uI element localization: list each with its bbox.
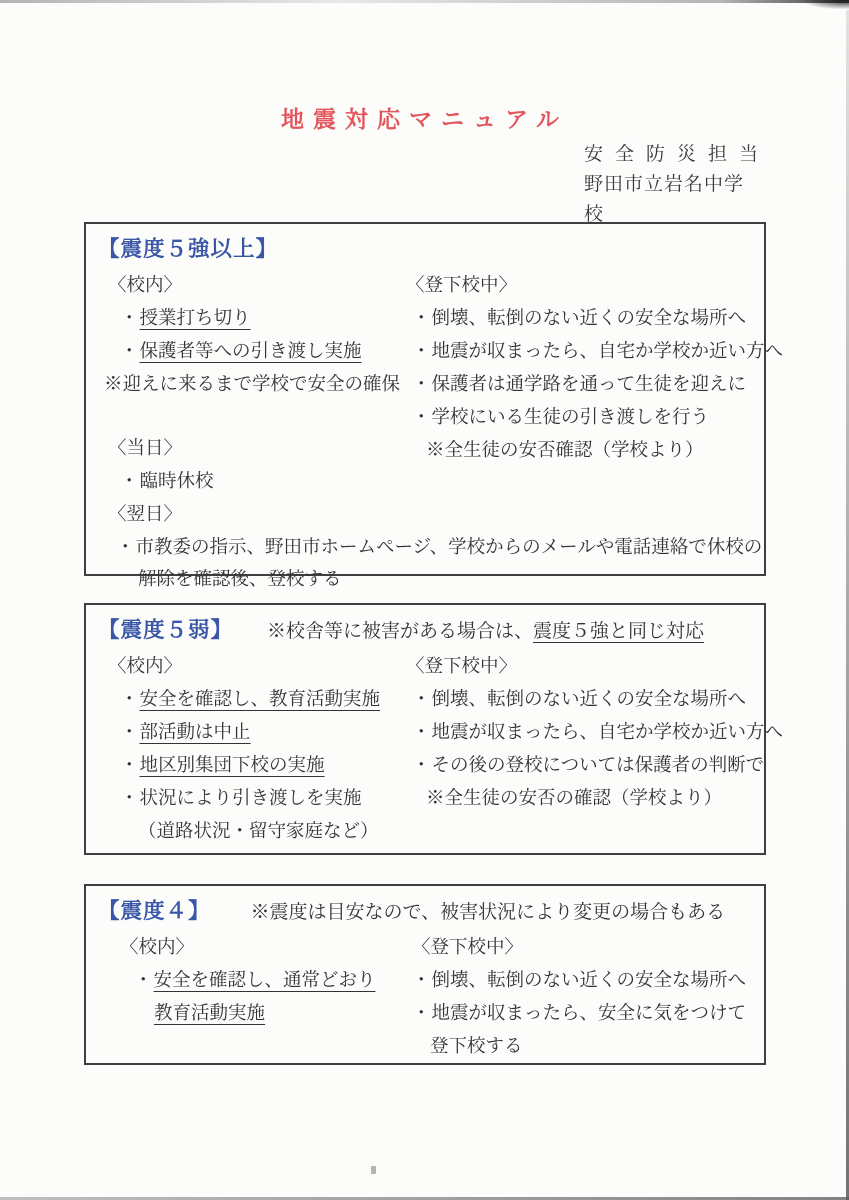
list-item: ・学校にいる生徒の引き渡しを行う bbox=[412, 408, 710, 428]
column-school bbox=[98, 932, 406, 1031]
column-commute bbox=[406, 651, 783, 816]
list-item: ・授業打ち切り bbox=[120, 309, 251, 329]
bullet-glyph: ・ bbox=[412, 690, 431, 710]
column-school bbox=[98, 651, 406, 849]
byline-block bbox=[584, 140, 758, 230]
full-width-item bbox=[98, 532, 763, 596]
list-item-continuation: 教育活動実施 bbox=[154, 1004, 266, 1024]
byline-department: 安全防災担当 bbox=[584, 144, 758, 165]
section-heading: 【震度４】 bbox=[98, 899, 211, 923]
section-shindo5-plus bbox=[84, 222, 784, 590]
bullet-glyph: ・ bbox=[120, 690, 139, 710]
document-title: 地震対応マニュアル bbox=[280, 107, 569, 132]
list-item-continuation: 解除を確認後、登校する bbox=[138, 570, 342, 590]
column-commute bbox=[406, 932, 750, 1064]
list-item: ・倒壊、転倒のない近くの安全な場所へ bbox=[412, 971, 747, 991]
bullet-glyph: ・ bbox=[120, 342, 139, 362]
bullet-glyph: ・ bbox=[412, 756, 431, 776]
bullet-glyph: ・ bbox=[120, 472, 139, 492]
bullet-glyph: ・ bbox=[120, 789, 139, 809]
list-item: ・安全を確認し、教育活動実施 bbox=[120, 690, 381, 710]
bullet-glyph: ・ bbox=[412, 723, 431, 743]
list-item: ・市教委の指示、野田市ホームページ、学校からのメールや電話連絡で休校の bbox=[116, 538, 763, 558]
section-note-underlined: 震度５強と同じ対応 bbox=[533, 621, 705, 642]
list-item: ・保護者は通学路を通って生徒を迎えに bbox=[412, 375, 747, 395]
list-item: ・部活動は中止 bbox=[120, 723, 251, 743]
byline-school: 野田市立岩名中学校 bbox=[584, 174, 745, 225]
bullet-glyph: ・ bbox=[412, 342, 431, 362]
list-item: ・倒壊、転倒のない近くの安全な場所へ bbox=[412, 690, 747, 710]
column-label: 〈登下校中〉 bbox=[406, 657, 518, 677]
list-item: ・地震が収まったら、自宅か学校か近い方へ bbox=[412, 723, 784, 743]
bullet-glyph: ・ bbox=[120, 309, 139, 329]
column-school bbox=[98, 270, 406, 532]
scan-edge-top bbox=[0, 0, 849, 3]
bullet-glyph: ・ bbox=[116, 538, 135, 558]
list-item: ・臨時休校 bbox=[120, 472, 214, 492]
column-label: 〈校内〉 bbox=[120, 938, 195, 958]
bullet-glyph: ・ bbox=[120, 723, 139, 743]
blank-line bbox=[98, 402, 406, 433]
bullet-glyph: ・ bbox=[412, 375, 431, 395]
column-label: 〈当日〉 bbox=[108, 439, 183, 459]
list-item: ・地震が収まったら、自宅か学校か近い方へ bbox=[412, 342, 784, 362]
bullet-glyph: ・ bbox=[120, 756, 139, 776]
section-heading: 【震度５弱】 bbox=[98, 618, 234, 642]
section-heading: 【震度５強以上】 bbox=[98, 237, 279, 261]
bullet-glyph: ・ bbox=[412, 1004, 431, 1024]
list-item-continuation: 登下校する bbox=[430, 1037, 523, 1057]
list-item: ・その後の登校については保護者の判断で bbox=[412, 756, 765, 776]
column-label: 〈翌日〉 bbox=[108, 505, 183, 525]
bullet-glyph: ・ bbox=[134, 971, 153, 991]
section-note: ※震度は目安なので、被害状況により変更の場合もある bbox=[250, 902, 726, 923]
section-shindo4 bbox=[84, 884, 766, 1065]
list-item: ・倒壊、転倒のない近くの安全な場所へ bbox=[412, 309, 747, 329]
list-item: ・状況により引き渡しを実施 bbox=[120, 789, 362, 809]
note-line: ※迎えに来るまで学校で安全の確保 bbox=[104, 375, 401, 395]
note-line: ※全生徒の安否確認（学校より） bbox=[426, 441, 704, 461]
section-shindo5-minus bbox=[84, 603, 784, 855]
note-line: ※全生徒の安否の確認（学校より） bbox=[426, 789, 723, 809]
bullet-glyph: ・ bbox=[412, 971, 431, 991]
section-note: ※校舎等に被害がある場合は、震度５強と同じ対応 bbox=[267, 621, 705, 642]
list-item: ・安全を確認し、通常どおり bbox=[134, 971, 376, 991]
column-commute bbox=[406, 270, 783, 468]
scan-corner-smudge bbox=[803, 0, 849, 9]
column-label: 〈校内〉 bbox=[108, 276, 183, 296]
column-label: 〈校内〉 bbox=[108, 657, 183, 677]
list-item: ・地震が収まったら、安全に気をつけて bbox=[412, 1004, 747, 1024]
column-label: 〈登下校中〉 bbox=[406, 276, 518, 296]
list-item: ・保護者等への引き渡し実施 bbox=[120, 342, 362, 362]
scan-speck bbox=[371, 1166, 376, 1174]
list-item: ・地区別集団下校の実施 bbox=[120, 756, 325, 776]
list-item-continuation: （道路状況・留守家庭など） bbox=[138, 822, 379, 842]
bullet-glyph: ・ bbox=[412, 408, 431, 428]
column-label: 〈登下校中〉 bbox=[412, 938, 524, 958]
bullet-glyph: ・ bbox=[412, 309, 431, 329]
